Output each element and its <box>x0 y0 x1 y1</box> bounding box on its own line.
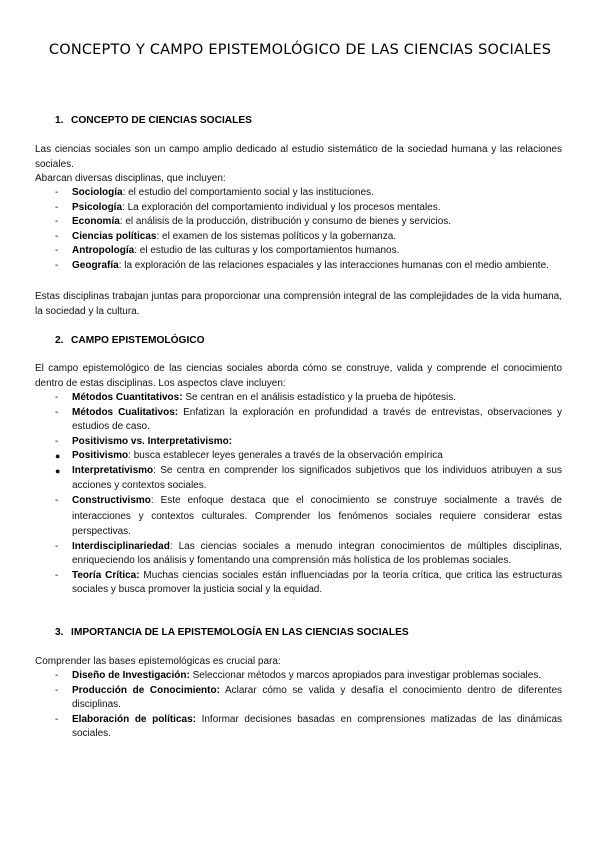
list-item <box>35 201 562 216</box>
list-item <box>35 464 562 493</box>
list-item-term: Antropología <box>72 245 135 257</box>
section-number: 2. <box>55 335 64 346</box>
list-item-term: Positivismo vs. Interpretativismo: <box>72 435 233 447</box>
section3-intro: Comprender las bases epistemológicas es crucial para: <box>35 656 281 667</box>
list-item-term: Sociología <box>72 187 123 198</box>
importance-list <box>35 669 562 742</box>
section-heading-text: CONCEPTO DE CIENCIAS SOCIALES <box>71 115 252 126</box>
list-item-text: Muchas ciencias sociales están influenciadas por la teoría crítica, que critica las estructuras sociales y busca promover la justicia social y la equidad. <box>72 569 563 596</box>
list-item-term: Geografía <box>72 259 119 271</box>
list-item <box>35 713 562 742</box>
list-item-text: Enfatizan la exploración en profundidad a través de entrevistas, observaciones y estudios de caso. <box>72 406 562 433</box>
section1-intro: Las ciencias sociales son un campo amplio dedicado al estudio sistemático de la sociedad humana y las relaciones sociales. <box>35 144 562 170</box>
list-item <box>35 259 562 274</box>
list-marker: - <box>55 216 59 228</box>
list-item-text: : el estudio del comportamiento social y las instituciones. <box>122 187 374 198</box>
list-item <box>35 569 562 598</box>
list-item <box>35 684 562 713</box>
section-number: 1. <box>55 115 64 126</box>
list-marker: - <box>55 495 59 507</box>
list-marker: - <box>55 392 59 403</box>
list-item-text: Informar decisiones basadas en comprensiones matizadas de las dinámicas sociales. <box>72 713 563 740</box>
list-item-text: Se centran en el análisis estadístico y la prueba de hipótesis. <box>182 392 457 403</box>
list-item <box>35 493 562 540</box>
list-item <box>35 406 562 435</box>
list-item <box>35 435 562 450</box>
list-marker: - <box>55 259 59 271</box>
list-item-term: Interpretativismo <box>72 464 154 476</box>
list-item-term: Ciencias políticas <box>72 230 157 242</box>
list-item-text: : el análisis de la producción, distribución y consumo de bienes y servicios. <box>119 216 452 228</box>
epistemology-list <box>35 391 562 598</box>
list-item <box>35 669 562 684</box>
list-item-term: Diseño de Investigación: <box>72 670 190 681</box>
list-marker: - <box>55 713 59 725</box>
list-item-text: : busca establecer leyes generales a través de la observación empírica <box>128 450 443 462</box>
list-item <box>35 244 562 259</box>
list-item <box>35 391 562 406</box>
page-title: CONCEPTO Y CAMPO EPISTEMOLÓGICO DE LAS CIENCIAS SOCIALES <box>48 42 552 58</box>
section-heading-concepto <box>55 114 252 128</box>
list-item-text: : la exploración de las relaciones espaciales y las interacciones humanas con el medio ambiente. <box>118 259 549 271</box>
list-item-text: : La exploración del comportamiento individual y los procesos mentales. <box>122 201 441 213</box>
list-marker: - <box>55 230 59 242</box>
section2-intro: El campo epistemológico de las ciencias sociales aborda cómo se construye, valida y comprende el conocimiento dentro de estas disciplinas. Los aspectos clave incluyen: <box>35 363 562 389</box>
section1-lead: Abarcan diversas disciplinas, que incluyen: <box>35 173 226 184</box>
section-heading-text: IMPORTANCIA DE LA EPISTEMOLOGÍA EN LAS CIENCIAS SOCIALES <box>71 627 409 638</box>
list-item-text: Seleccionar métodos y marcos apropiados para investigar problemas sociales. <box>189 670 542 681</box>
list-item-term: Psicología <box>72 201 123 213</box>
list-item-term: Métodos Cuantitativos: <box>72 392 183 403</box>
list-marker: - <box>55 540 59 552</box>
list-item <box>35 215 562 230</box>
list-item-text: : Se centra en comprender los significados subjetivos que los individuos atribuyen a sus acciones y contextos sociales. <box>72 464 562 491</box>
section-heading-importancia <box>55 626 409 640</box>
list-item-term: Métodos Cualitativos: <box>72 406 179 418</box>
section-number: 3. <box>55 627 64 638</box>
list-item-term: Teoría Crítica: <box>72 569 140 581</box>
list-item-term: Economía <box>72 216 120 228</box>
list-marker: - <box>55 435 59 447</box>
list-item-text: : el examen de los sistemas políticos y la gobernanza. <box>156 230 397 242</box>
list-item-term: Constructivismo <box>72 495 151 507</box>
list-item-text: : Este enfoque destaca que el conocimiento se construye socialmente a través de interacciones y contextos culturales. Comprender los fenómenos sociales requiere considerar estas perspectivas. <box>72 495 562 538</box>
list-item-term: Producción de Conocimiento: <box>72 684 220 696</box>
disciplines-list <box>35 186 562 274</box>
list-item-text: Aclarar cómo se valida y desafía el conocimiento dentro de diferentes disciplinas. <box>72 684 562 711</box>
list-marker: - <box>55 670 59 681</box>
list-marker: - <box>55 569 59 581</box>
section1-closing: Estas disciplinas trabajan juntas para proporcionar una comprensión integral de las complejidades de la vida humana, la sociedad y la cultura. <box>35 291 562 317</box>
bullet-icon: ● <box>55 465 61 476</box>
list-item-term: Elaboración de políticas: <box>72 713 196 725</box>
list-item-text: : Las ciencias sociales a menudo integran conocimientos de múltiples disciplinas, enriqueciendo los análisis y fomentando una comprensión más holística de los problemas sociales. <box>72 540 562 567</box>
list-marker: - <box>55 406 59 418</box>
section-heading-text: CAMPO EPISTEMOLÓGICO <box>71 335 205 346</box>
section-heading-campo <box>55 334 205 348</box>
list-marker: - <box>55 187 59 198</box>
list-item <box>35 540 562 569</box>
list-item-term: Interdisciplinariedad <box>72 540 170 552</box>
list-item-text: : el estudio de las culturas y los comportamientos humanos. <box>134 245 400 257</box>
list-marker: - <box>55 684 59 696</box>
list-item <box>35 449 562 464</box>
list-marker: - <box>55 245 59 257</box>
list-item-term: Positivismo <box>72 450 129 462</box>
list-item <box>35 230 562 245</box>
list-item <box>35 186 562 201</box>
list-marker: - <box>55 201 59 213</box>
bullet-icon: ● <box>55 451 61 462</box>
